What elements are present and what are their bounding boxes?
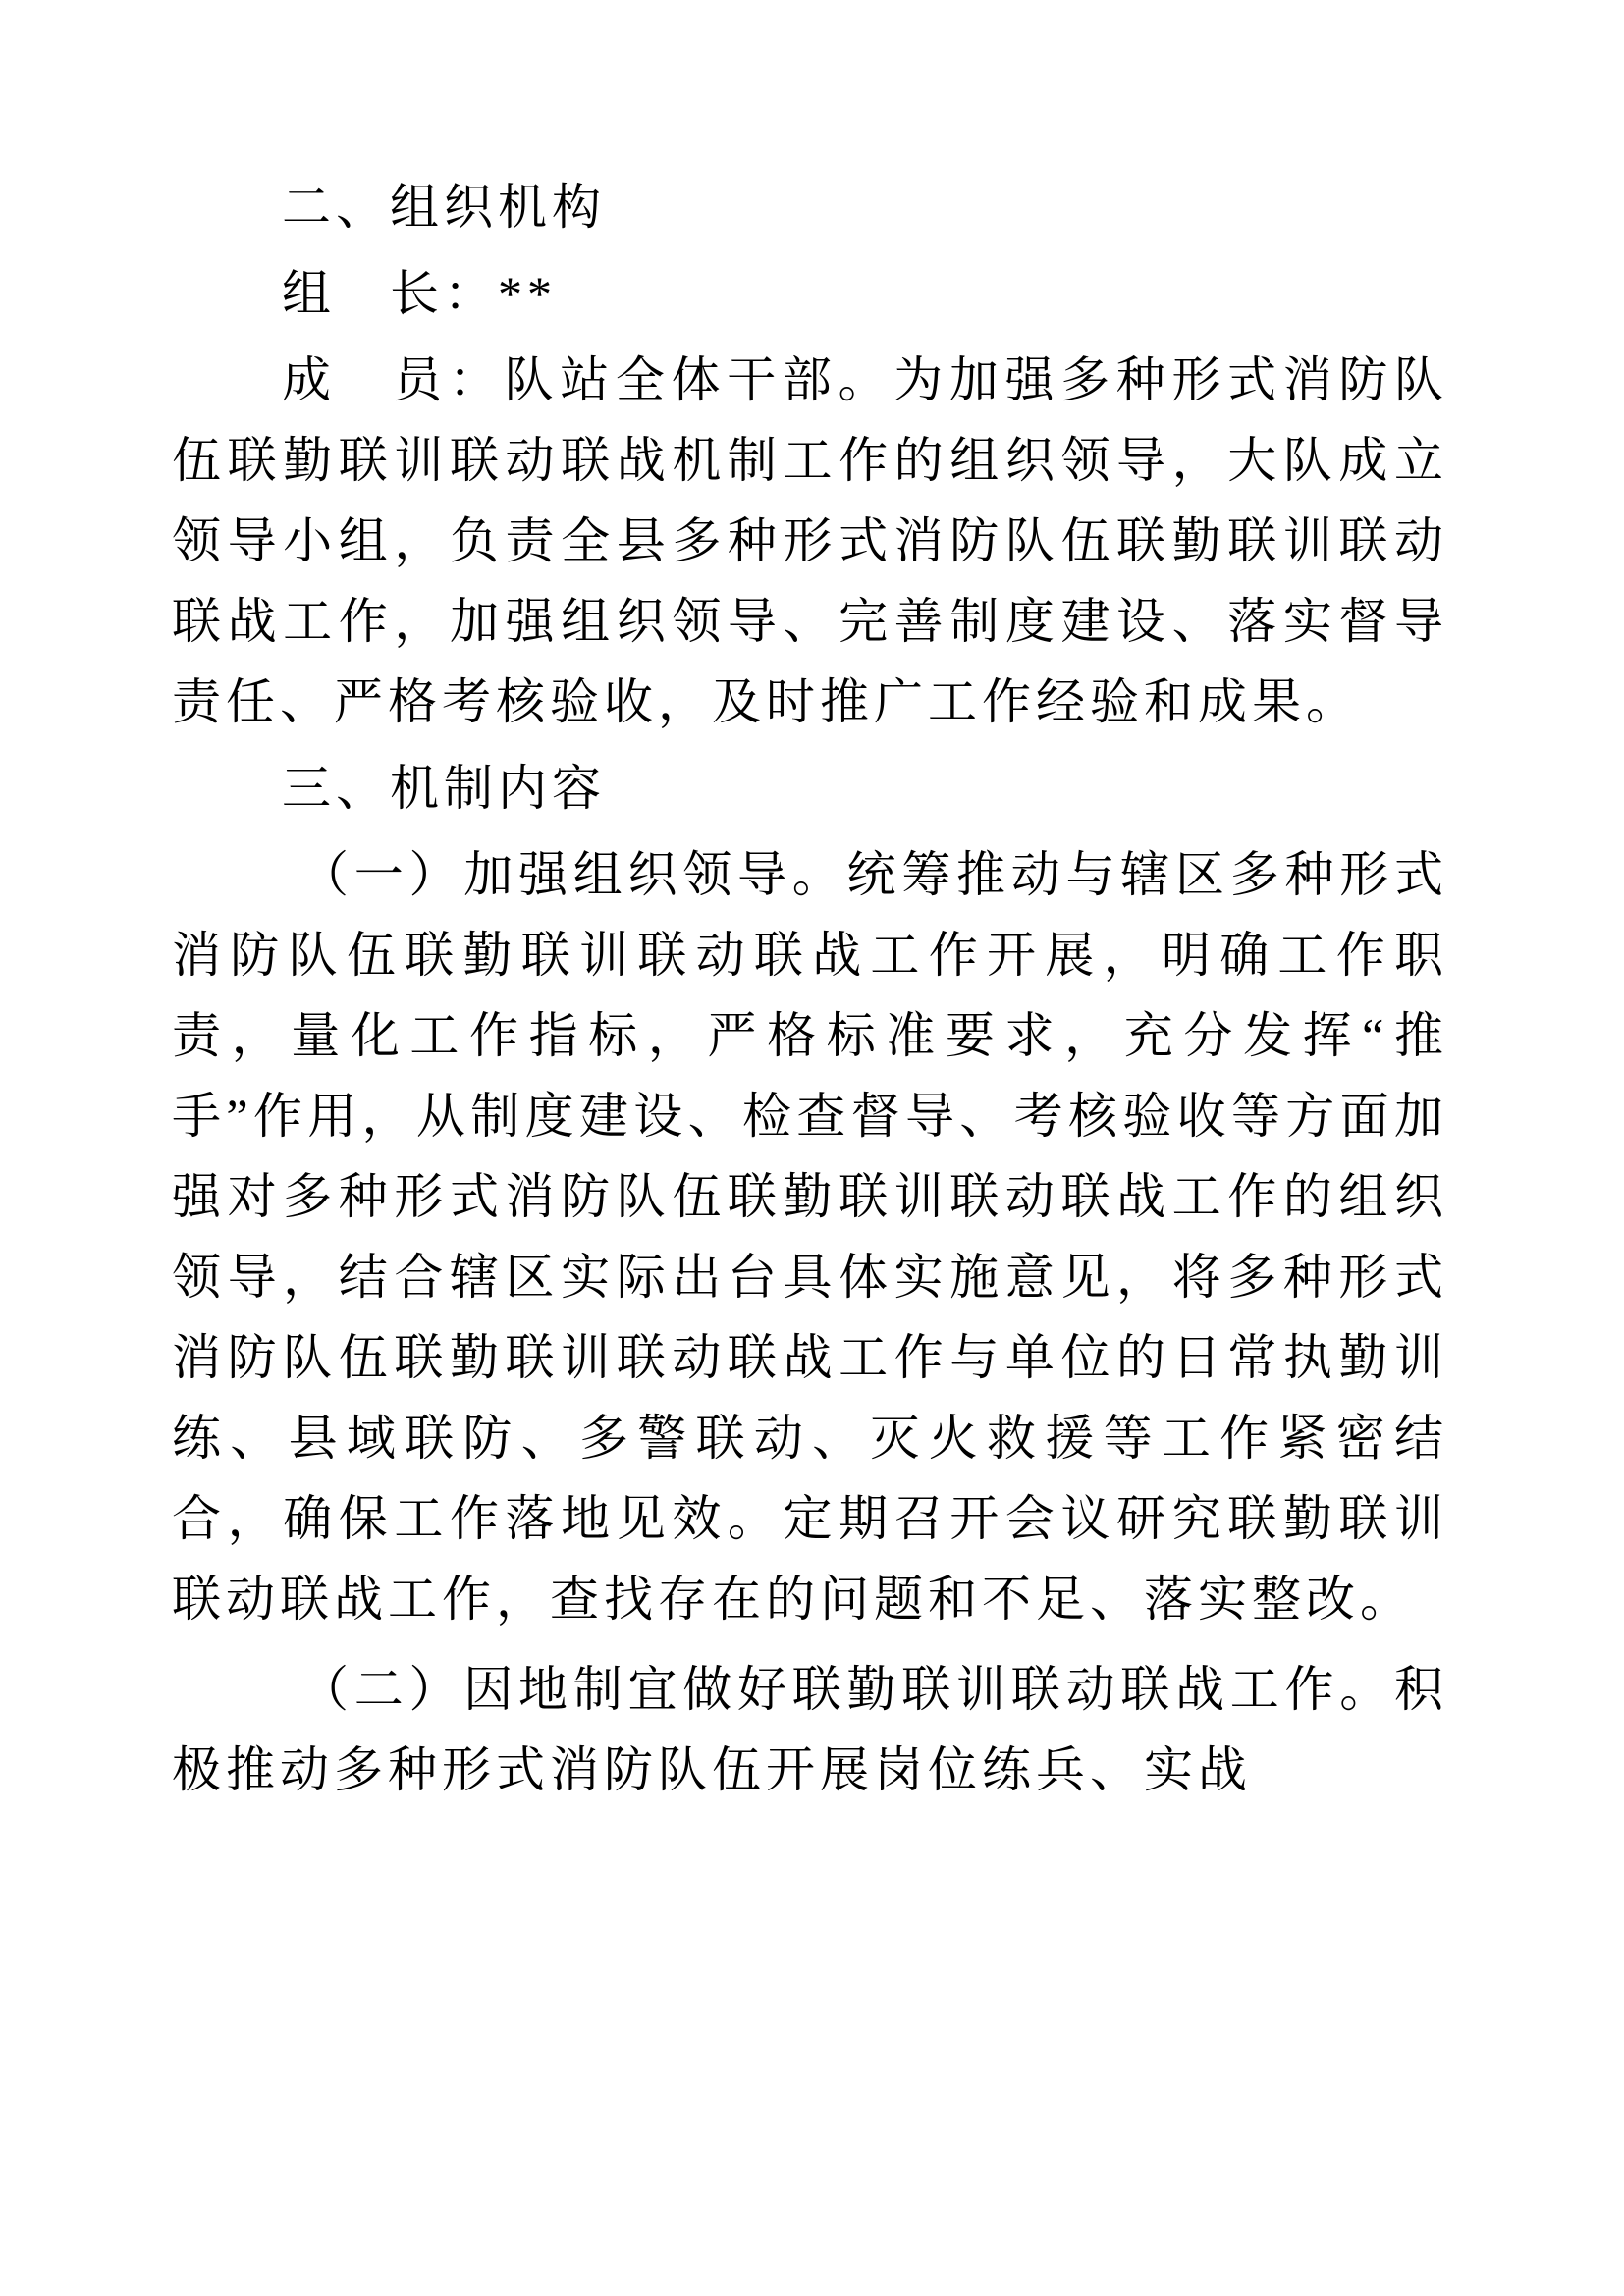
paragraph-item-two: （二）因地制宜做好联勤联训联动联战工作。积极推动多种形式消防队伍开展岗位练兵、实战	[172, 1662, 1448, 1797]
heading-section-three: 三、机制内容	[282, 761, 606, 816]
heading-section-two: 二、组织机构	[282, 180, 606, 235]
paragraph-item-one: （一）加强组织领导。统筹推动与辖区多种形式消防队伍联勤联训联动联战工作开展，明确工作职责，量化工作指标，严格标准要求，充分发挥“推手”作用，从制度建设、检查督导、考核验收等方面加强对多种形式消防队伍联勤联训联动联战工作的组织领导，结合辖区实际出台具体实施意见，将多种形式消防队伍联勤联训联动联战工作与单位的日常执勤训练、县域联防、多警联动、灭火救援等工作紧密结合，确保工作落地见效。定期召开会议研究联勤联训联动联战工作，查找存在的问题和不足、落实整改。	[172, 847, 1448, 1627]
paragraph-members: 成 员：队站全体干部。为加强多种形式消防队伍联勤联训联动联战机制工作的组织领导，大队成立领导小组，负责全县多种形式消防队伍联勤联训联动联战工作，加强组织领导、完善制度建设、落实督导责任、严格考核验收，及时推广工作经验和成果。	[172, 352, 1448, 729]
paragraph-team-leader: 组 长：**	[282, 266, 557, 321]
paragraph-spacer	[172, 1639, 1448, 1649]
document-body	[172, 167, 1448, 1810]
